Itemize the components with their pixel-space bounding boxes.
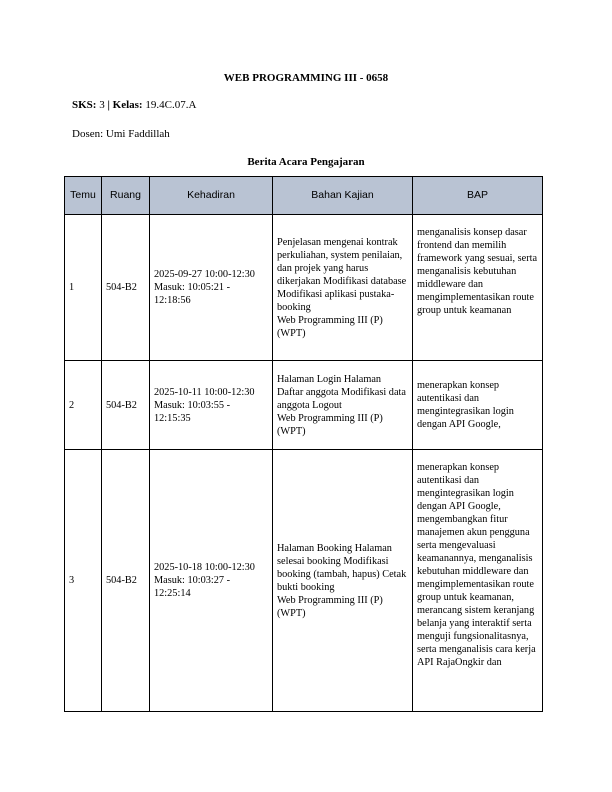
bahan-matkul-text: Web Programming III (P) (WPT)	[277, 594, 383, 619]
kelas-value: 19.4C.07.A	[145, 99, 197, 111]
bahan-matkul-text: Web Programming III (P) (WPT)	[277, 412, 383, 437]
header-kehadiran: Kehadiran	[150, 177, 273, 215]
cell-bap: menganalisis konsep dasar frontend dan memilih framework yang sesuai, serta menganalisis kebutuhan middleware dan mengimplementasikan route group untuk keamanan	[413, 215, 543, 361]
cell-temu: 3	[65, 450, 102, 712]
header-bahan-kajian: Bahan Kajian	[273, 177, 413, 215]
cell-ruang: 504-B2	[102, 215, 150, 361]
cell-kehadiran	[150, 215, 273, 361]
header-ruang: Ruang	[102, 177, 150, 215]
header-temu: Temu	[65, 177, 102, 215]
cell-bahan-kajian	[273, 361, 413, 450]
cell-temu: 1	[65, 215, 102, 361]
separator: |	[107, 99, 110, 111]
kehadiran-masuk: Masuk: 10:03:27 - 12:25:14	[154, 575, 231, 599]
cell-bap: menerapkan konsep autentikasi dan mengintegrasikan login dengan API Google,	[413, 361, 543, 450]
cell-kehadiran	[150, 361, 273, 450]
cell-bahan-kajian	[273, 215, 413, 361]
kelas-label: Kelas:	[112, 99, 143, 111]
cell-kehadiran	[150, 450, 273, 712]
cell-bap: menerapkan konsep autentikasi dan mengintegrasikan login dengan API Google, mengembangkan fitur manajemen akun pengguna serta mengevaluasi keamanannya, menganalisis kebutuhan middleware dan mengimplementasikan route group untuk keamanan, merancang sistem keranjang belanja yang interaktif serta menguji fungsionalitasnya, serta menganalisis cara kerja API RajaOngkir dan	[413, 450, 543, 712]
sks-label: SKS:	[72, 99, 97, 111]
bahan-kajian-text: Penjelasan mengenai kontrak perkuliahan, system penilaian, dan projek yang harus dikerjakan Modifikasi database Modifikasi aplikasi pustaka-booking	[277, 236, 407, 313]
kehadiran-schedule: 2025-10-18 10:00-12:30	[154, 562, 255, 573]
kehadiran-masuk: Masuk: 10:05:21 - 12:18:56	[154, 282, 231, 306]
teaching-record-table	[64, 176, 543, 712]
kehadiran-masuk: Masuk: 10:03:55 - 12:15:35	[154, 399, 231, 424]
header-bap: BAP	[413, 177, 543, 215]
dosen-value: Umi Faddillah	[105, 128, 170, 140]
lecturer-line	[72, 128, 170, 140]
table-row	[65, 450, 543, 712]
document-title: WEB PROGRAMMING III - 0658	[223, 72, 389, 84]
kehadiran-schedule: 2025-10-11 10:00-12:30	[154, 386, 255, 398]
dosen-label: Dosen:	[72, 128, 104, 140]
cell-temu: 2	[65, 361, 102, 450]
bahan-kajian-text: Halaman Login Halaman Daftar anggota Modifikasi data anggota Logout	[277, 373, 406, 411]
bahan-kajian-text: Halaman Booking Halaman selesai booking Modifikasi booking (tambah, hapus) Cetak bukti booking	[277, 542, 407, 593]
section-title: Berita Acara Pengajaran	[247, 156, 365, 168]
table-header-row	[65, 177, 543, 215]
sks-value: 3	[99, 99, 105, 111]
bahan-matkul-text: Web Programming III (P) (WPT)	[277, 314, 383, 339]
table-row	[65, 215, 543, 361]
course-info-line	[72, 99, 196, 111]
kehadiran-schedule: 2025-09-27 10:00-12:30	[154, 269, 255, 280]
cell-ruang: 504-B2	[102, 361, 150, 450]
cell-ruang: 504-B2	[102, 450, 150, 712]
cell-bahan-kajian	[273, 450, 413, 712]
table-row	[65, 361, 543, 450]
